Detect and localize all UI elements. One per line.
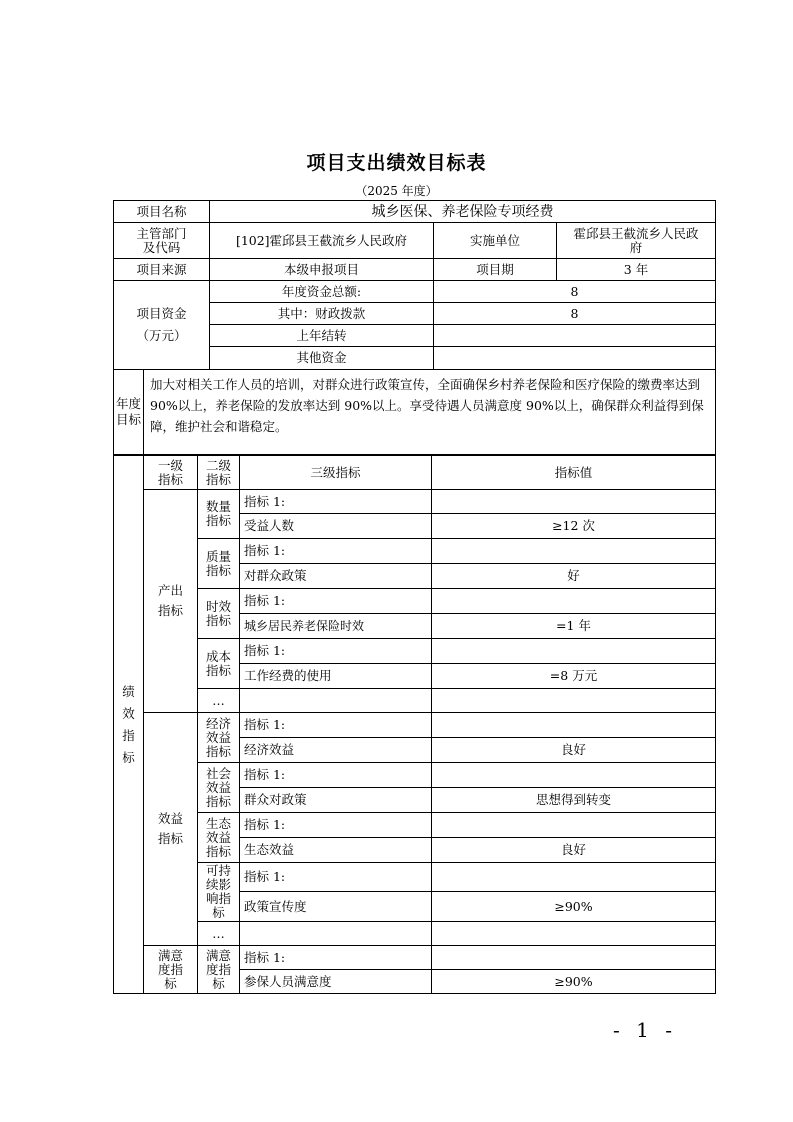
satisfaction-item: 指标 1: [240,946,432,970]
impl-unit-label: 实施单位 [434,223,557,259]
economic-item-value [432,713,716,738]
funds-total-value: 8 [434,281,716,303]
funds-fiscal-label: 其中：财政拨款 [210,303,434,325]
annual-goal-text: 加大对相关工作人员的培训，对群众进行政策宣传，全面确保乡村养老保险和医疗保险的缴费率达到 90%以上，养老保险的发放率达到 90%以上。享受待遇人员满意度 90%以上，确保群众利益得到保障，维护社会和谐稳定。 [144,370,716,455]
quantity-item: 指标 1: [240,490,432,514]
funds-goal-table [113,280,716,455]
page-number: - 1 - [613,1018,677,1042]
benefit-ellipsis-name [240,922,432,946]
page-title: 项目支出绩效目标表 [306,152,487,174]
ecological-item-value [432,813,716,838]
sustainable-item: 指标 1: [240,863,432,892]
ecological-item: 指标 1: [240,813,432,838]
satisfaction-indicator-l1-label: 满意度指标 [144,946,198,994]
period-label: 项目期 [434,259,557,281]
ecological-value: 良好 [432,838,716,863]
quality-name: 对群众政策 [240,564,432,589]
header-value: 指标值 [432,456,716,490]
funds-label-cell [114,281,210,370]
timeliness-indicator-label: 时效指标 [198,589,240,639]
sustainable-value: ≥90% [432,892,716,922]
satisfaction-indicator-l2-label: 满意度指标 [198,946,240,994]
output-ellipsis-value [432,689,716,713]
sustainable-indicator-label: 可持续影响指标 [198,863,240,922]
dept-value: [102]霍邱县王截流乡人民政府 [210,223,434,259]
economic-item: 指标 1: [240,713,432,738]
annual-goal-label: 年度目标 [114,370,144,455]
benefit-ellipsis-value [432,922,716,946]
year-label: （2025 年度） [355,184,438,198]
economic-value: 良好 [432,738,716,763]
ecological-indicator-label: 生态效益指标 [198,813,240,863]
quantity-value: ≥12 次 [432,514,716,539]
funds-label: 项目资金 [136,306,187,321]
timeliness-value: =1 年 [432,614,716,639]
ecological-name: 生态效益 [240,838,432,863]
funds-carry-value [434,325,716,347]
project-info-table [113,200,716,281]
satisfaction-item-value [432,946,716,970]
cost-name: 工作经费的使用 [240,664,432,689]
benefit-ellipsis: … [198,922,240,946]
project-name-value: 城乡医保、养老保险专项经费 [210,201,716,223]
period-value: 3 年 [557,259,716,281]
quantity-indicator-label: 数量指标 [198,490,240,539]
timeliness-name: 城乡居民养老保险时效 [240,614,432,639]
social-indicator-label: 社会效益指标 [198,763,240,813]
funds-total-label: 年度资金总额: [210,281,434,303]
output-ellipsis-name [240,689,432,713]
cost-item-value [432,639,716,664]
social-value: 思想得到转变 [432,788,716,813]
satisfaction-value: ≥90% [432,970,716,994]
funds-carry-label: 上年结转 [210,325,434,347]
impl-unit-value: 霍邱县王截流乡人民政府 [557,223,716,259]
cost-item: 指标 1: [240,639,432,664]
social-name: 群众对政策 [240,788,432,813]
project-name-label: 项目名称 [114,201,210,223]
timeliness-item-value [432,589,716,614]
sustainable-name: 政策宣传度 [240,892,432,922]
funds-other-value [434,347,716,370]
economic-indicator-label: 经济效益指标 [198,713,240,763]
source-value: 本级申报项目 [210,259,434,281]
dept-label: 主管部门及代码 [114,223,210,259]
satisfaction-name: 参保人员满意度 [240,970,432,994]
output-indicator-label: 产出指标 [144,490,198,713]
timeliness-item: 指标 1: [240,589,432,614]
sustainable-item-value [432,863,716,892]
funds-fiscal-value: 8 [434,303,716,325]
quantity-item-value [432,490,716,514]
social-item: 指标 1: [240,763,432,788]
performance-indicator-label: 绩效指标 [114,456,144,994]
economic-name: 经济效益 [240,738,432,763]
quality-item-value [432,539,716,564]
header-level1: 一级指标 [144,456,198,490]
cost-indicator-label: 成本指标 [198,639,240,689]
funds-other-label: 其他资金 [210,347,434,370]
social-item-value [432,763,716,788]
indicator-table [113,455,716,994]
funds-unit: （万元） [136,328,187,343]
source-label: 项目来源 [114,259,210,281]
header-level2: 二级指标 [198,456,240,490]
quality-indicator-label: 质量指标 [198,539,240,589]
quality-value: 好 [432,564,716,589]
cost-value: =8 万元 [432,664,716,689]
header-level3: 三级指标 [240,456,432,490]
benefit-indicator-label: 效益指标 [144,713,198,946]
quantity-name: 受益人数 [240,514,432,539]
quality-item: 指标 1: [240,539,432,564]
output-ellipsis: … [198,689,240,713]
